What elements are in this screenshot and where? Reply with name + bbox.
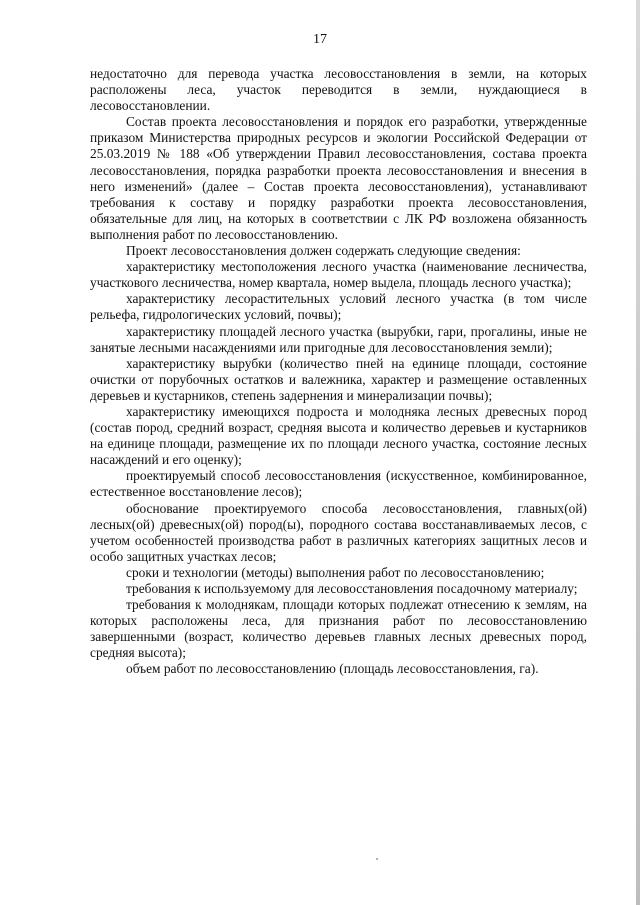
list-item-clearing: характеристику вырубки (количество пней на единице площади, состояние очистки от порубочных остатков и валежника, характер и размещение оставленных деревьев и кустарников, степень задернения и минерализации почвы); <box>90 355 587 403</box>
list-item-timing: сроки и технологии (методы) выполнения работ по лесовосстановлению; <box>126 564 545 580</box>
list-item-growing-conditions: характеристику лесорастительных условий лесного участка (в том числе рельефа, гидрологических условий, почвы); <box>90 291 587 323</box>
paragraph-required-info-intro: Проект лесовосстановления должен содержать следующие сведения: <box>126 243 521 259</box>
list-item-areas: характеристику площадей лесного участка (вырубки, гари, прогалины, иные не занятые лесными насаждениями или пригодные для лесовосстановления земли); <box>90 323 587 355</box>
list-item-planting-material: требования к используемому для лесовосстановления посадочному материалу; <box>126 581 578 596</box>
list-item-method-justification: обоснование проектируемого способа лесовосстановления, главных(ой) лесных(ой) древесных(ой) пород(ы), породного состава восстанавливаемых лесов, с учетом особенностей производства работ в различных категориях защитных лесов и особо защитных участках лесов; <box>90 500 587 564</box>
paragraph-continuation: недостаточно для перевода участка лесовосстановления в земли, на которых расположены леса, участок переводится в земли, нуждающиеся в лесовосстановлении. <box>90 66 587 114</box>
scan-speck <box>376 858 378 860</box>
list-item-undergrowth: характеристику имеющихся подроста и молодняка лесных древесных пород (состав пород, средний возраст, средняя высота и количество деревьев и кустарников на единице площади, размещение их по площади лесного участка, состояние лесных насаждений и его оценку); <box>90 403 587 468</box>
list-item-work-volume: объем работ по лесовосстановлению (площадь лесовосстановления, га). <box>126 661 539 677</box>
body-text <box>90 66 587 678</box>
page-number: 17 <box>313 32 327 47</box>
scan-edge-shadow <box>636 0 640 905</box>
list-item-method: проектируемый способ лесовосстановления (искусственное, комбинированное, естественное восстановление лесов); <box>90 468 587 500</box>
paragraph-project-composition: Состав проекта лесовосстановления и порядок его разработки, утвержденные приказом Министерства природных ресурсов и экологии Российской Федерации от 25.03.2019 № 188 «Об утверждении Правил лесовосстановления, состава проекта лесовосстановления, порядка разработки проекта лесовосстановления и внесения в него изменений» (далее – Состав проекта лесовосстановления), устанавливают требования к составу и порядку разработки проекта лесовосстановления, обязательные для лиц, на которых в соответствии с ЛК РФ возложена обязанность выполнения работ по лесовосстановлению. <box>90 114 587 242</box>
list-item-young-stands: требования к молоднякам, площади которых подлежат отнесению к землям, на которых расположены леса, для признания работ по лесовосстановлению завершенными (возраст, количество деревьев главных лесных древесных пород, средняя высота); <box>90 597 587 661</box>
list-item-location: характеристику местоположения лесного участка (наименование лесничества, участкового лесничества, номер квартала, номер выдела, площадь лесного участка); <box>90 259 587 291</box>
